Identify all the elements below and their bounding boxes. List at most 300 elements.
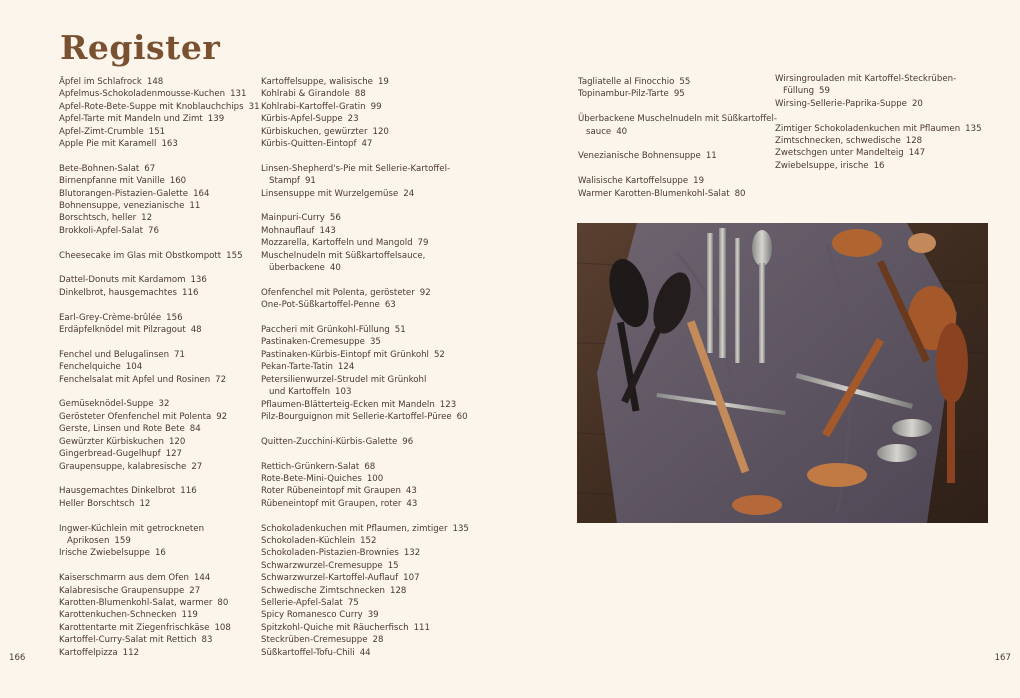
index-entry xyxy=(59,436,249,448)
entry-title-continued: und Kartoffeln xyxy=(269,387,331,398)
index-entry xyxy=(59,274,249,286)
entry-page: 160 xyxy=(169,176,187,187)
index-entry xyxy=(261,88,561,100)
entry-title: Rübeneintopf mit Graupen, roter xyxy=(261,498,402,509)
index-entry xyxy=(59,126,249,138)
index-entry xyxy=(261,374,561,399)
entry-page: 83 xyxy=(201,635,213,646)
entry-page: 135 xyxy=(452,523,469,534)
entry-page: 120 xyxy=(372,126,389,137)
entry-title: Zimtschnecken, schwedische xyxy=(775,136,901,147)
index-entry xyxy=(261,163,561,188)
index-entry xyxy=(775,73,1005,98)
entry-title: Pastinaken-Cremesuppe xyxy=(261,337,365,348)
entry-title: Linsensuppe mit Wurzelgemüse xyxy=(261,188,399,199)
entry-page: 56 xyxy=(329,213,341,224)
entry-title: Schwedische Zimtschnecken xyxy=(261,585,385,596)
entry-title: Heller Borschtsch xyxy=(59,498,135,509)
index-entry xyxy=(261,411,561,423)
entry-page: 151 xyxy=(148,126,166,137)
entry-page: 92 xyxy=(419,287,431,298)
index-entry xyxy=(261,336,561,348)
entry-title: Blutorangen-Pistazien-Galette xyxy=(59,188,189,199)
entry-page: 103 xyxy=(335,387,352,398)
entry-title: Petersilienwurzel-Strudel mit Grünkohl xyxy=(261,374,427,385)
entry-page: 23 xyxy=(347,114,359,125)
entry-title: Mainpuri-Curry xyxy=(261,213,325,224)
entry-page: 27 xyxy=(189,585,201,596)
index-entry xyxy=(59,622,249,634)
entry-title: Karottenkuchen-Schnecken xyxy=(59,610,177,621)
index-group xyxy=(59,163,249,237)
page-number-left: 166 xyxy=(9,653,26,663)
index-entry xyxy=(59,374,249,386)
cutlery-photo xyxy=(577,223,988,523)
index-entry xyxy=(261,436,561,448)
entry-page: 12 xyxy=(141,213,153,224)
entry-page: 91 xyxy=(304,176,316,187)
entry-continuation xyxy=(59,535,249,547)
entry-title: Bete-Bohnen-Salat xyxy=(59,163,140,174)
entry-page: 43 xyxy=(406,498,418,509)
entry-title: Pekan-Tarte-Tatin xyxy=(261,362,333,373)
index-entry xyxy=(578,188,768,200)
entry-title: Warmer Karotten-Blumenkohl-Salat xyxy=(578,188,730,199)
index-entry xyxy=(59,585,249,597)
entry-page: 43 xyxy=(405,486,417,497)
entry-title: Schwarzwurzel-Cremesuppe xyxy=(261,560,383,571)
index-entry xyxy=(261,498,561,510)
entry-page: 16 xyxy=(154,548,166,559)
cutlery-illustration xyxy=(577,223,988,523)
entry-page: 44 xyxy=(359,647,371,658)
index-entry xyxy=(775,160,1005,172)
index-group xyxy=(261,163,561,200)
index-group xyxy=(261,212,561,274)
entry-page: 48 xyxy=(190,325,202,336)
entry-title: Schokoladen-Pistazien-Brownies xyxy=(261,548,399,559)
index-entry xyxy=(59,361,249,373)
index-entry xyxy=(261,138,561,150)
index-entry xyxy=(261,225,561,237)
entry-page: 120 xyxy=(168,436,186,447)
entry-page: 59 xyxy=(819,86,830,97)
index-column-2 xyxy=(261,76,561,671)
entry-page: 144 xyxy=(193,573,211,584)
index-entry xyxy=(261,461,561,473)
index-entry xyxy=(59,461,249,473)
index-entry xyxy=(59,411,249,423)
entry-title-continued: Stampf xyxy=(269,176,300,187)
entry-title: Äpfel im Schlafrock xyxy=(59,77,142,87)
index-entry xyxy=(59,485,249,497)
index-entry xyxy=(59,163,249,175)
entry-title: Kalabresische Graupensuppe xyxy=(59,585,185,596)
index-group xyxy=(775,123,1005,173)
entry-page: 132 xyxy=(403,548,421,559)
entry-title: Kürbis-Quitten-Eintopf xyxy=(261,139,357,150)
entry-page: 152 xyxy=(360,535,377,546)
index-group xyxy=(578,113,777,138)
entry-page: 147 xyxy=(908,148,926,159)
entry-page: 40 xyxy=(329,263,341,274)
entry-title: Spicy Romanesco Curry xyxy=(261,610,363,621)
entry-title: Gewürzter Kürbiskuchen xyxy=(59,436,164,447)
index-entry xyxy=(261,113,561,125)
index-entry xyxy=(59,349,249,361)
index-entry xyxy=(261,237,561,249)
entry-page: 139 xyxy=(207,114,225,125)
index-entry xyxy=(59,498,249,510)
index-entry xyxy=(59,200,249,212)
index-group xyxy=(59,398,249,472)
entry-page: 80 xyxy=(217,597,229,608)
entry-title-continued: Füllung xyxy=(783,86,815,97)
entry-title: Dinkelbrot, hausgemachtes xyxy=(59,287,178,298)
entry-title: Zwetschgen unter Mandelteig xyxy=(775,148,904,159)
entry-page: 96 xyxy=(402,436,414,447)
entry-title: Sellerie-Apfel-Salat xyxy=(261,597,343,608)
entry-title: Kürbis-Apfel-Suppe xyxy=(261,114,343,125)
index-entry xyxy=(59,312,249,324)
entry-title-continued: Aprikosen xyxy=(67,535,110,546)
entry-page: 124 xyxy=(337,362,355,373)
index-entry xyxy=(59,572,249,584)
index-group xyxy=(775,73,1005,110)
entry-title: Kartoffelpizza xyxy=(59,647,118,658)
entry-page: 128 xyxy=(905,136,923,147)
entry-title: Süßkartoffel-Tofu-Chili xyxy=(261,647,355,658)
index-entry xyxy=(59,398,249,410)
entry-page: 95 xyxy=(673,89,685,100)
entry-continuation xyxy=(775,85,1005,97)
entry-title: Zimtiger Schokoladenkuchen mit Pflaumen xyxy=(775,123,961,134)
index-entry xyxy=(59,225,249,237)
entry-title: Bohnensuppe, venezianische xyxy=(59,201,185,212)
entry-title: Spitzkohl-Quiche mit Räucherfisch xyxy=(261,622,409,633)
page-title: Register xyxy=(60,28,221,67)
index-entry xyxy=(59,101,260,113)
entry-title: Fenchelsalat mit Apfel und Rosinen xyxy=(59,374,211,385)
index-group xyxy=(261,287,561,312)
index-column-1 xyxy=(59,76,260,671)
entry-page: 51 xyxy=(394,325,406,336)
entry-page: 32 xyxy=(158,399,170,410)
index-entry xyxy=(261,547,561,559)
index-entry xyxy=(261,399,561,411)
entry-title: Karotten-Blumenkohl-Salat, warmer xyxy=(59,597,213,608)
entry-title: Schokoladenkuchen mit Pflaumen, zimtiger xyxy=(261,523,448,534)
index-entry xyxy=(261,523,561,535)
entry-page: 40 xyxy=(616,126,628,137)
entry-title: Überbackene Muschelnudeln mit Süßkartoffel- xyxy=(578,114,777,125)
index-entry xyxy=(261,101,561,113)
entry-page: 88 xyxy=(354,89,366,100)
index-group xyxy=(578,150,768,162)
page-number-right: 167 xyxy=(994,653,1011,663)
entry-page: 119 xyxy=(181,610,198,621)
entry-page: 107 xyxy=(403,573,420,584)
entry-title: Schokoladen-Küchlein xyxy=(261,535,356,546)
entry-page: 156 xyxy=(166,312,183,323)
entry-page: 143 xyxy=(319,225,336,236)
index-group xyxy=(59,76,260,150)
entry-page: 100 xyxy=(366,473,384,484)
entry-page: 24 xyxy=(403,188,415,199)
entry-title: Gingerbread-Gugelhupf xyxy=(59,449,161,460)
index-entry xyxy=(261,287,561,299)
index-entry xyxy=(261,535,561,547)
entry-page: 52 xyxy=(433,349,445,360)
entry-page: 84 xyxy=(189,424,201,435)
index-group xyxy=(261,76,561,150)
entry-title: Fenchel und Belugalinsen xyxy=(59,349,170,360)
entry-title: Birnenpfanne mit Vanille xyxy=(59,176,165,187)
entry-title: Ingwer-Küchlein mit getrockneten xyxy=(59,523,205,534)
entry-page: 155 xyxy=(226,250,243,261)
index-group xyxy=(261,523,561,659)
index-group xyxy=(59,523,249,560)
index-entry xyxy=(261,609,561,621)
entry-page: 75 xyxy=(347,597,359,608)
entry-page: 68 xyxy=(364,461,376,472)
entry-title: Mozzarella, Kartoffeln und Mangold xyxy=(261,238,413,249)
index-entry xyxy=(261,250,561,275)
index-entry xyxy=(59,76,249,88)
index-entry xyxy=(59,212,249,224)
index-entry xyxy=(261,647,561,659)
entry-title: Walisische Kartoffelsuppe xyxy=(578,176,689,187)
index-group xyxy=(578,76,768,101)
index-entry xyxy=(261,585,561,597)
entry-title: Pflaumen-Blätterteig-Ecken mit Mandeln xyxy=(261,399,435,410)
index-entry xyxy=(261,572,561,584)
entry-title: Rote-Bete-Mini-Quiches xyxy=(261,473,362,484)
entry-page: 39 xyxy=(367,610,379,621)
index-entry xyxy=(261,349,561,361)
entry-title: Apfel-Rote-Bete-Suppe mit Knoblauchchips xyxy=(59,101,244,112)
index-column-3 xyxy=(578,76,777,212)
entry-title: Tagliatelle al Finocchio xyxy=(578,77,675,87)
index-entry xyxy=(578,150,768,162)
index-entry xyxy=(59,448,249,460)
entry-page: 112 xyxy=(122,647,140,658)
entry-page: 131 xyxy=(230,89,247,100)
index-entry xyxy=(578,175,768,187)
index-entry xyxy=(775,123,1005,135)
entry-page: 12 xyxy=(139,498,151,509)
entry-title: Kartoffelsuppe, walisische xyxy=(261,77,373,87)
entry-page: 163 xyxy=(161,139,178,150)
entry-page: 92 xyxy=(216,411,228,422)
entry-page: 76 xyxy=(147,225,159,236)
index-entry xyxy=(59,547,249,559)
index-entry xyxy=(261,361,561,373)
entry-page: 16 xyxy=(873,160,885,171)
entry-title: Rettich-Grünkern-Salat xyxy=(261,461,360,472)
entry-title: Wirsingrouladen mit Kartoffel-Steckrüben- xyxy=(775,74,957,84)
entry-title: Venezianische Bohnensuppe xyxy=(578,151,701,162)
entry-title: Erdäpfelknödel mit Pilzragout xyxy=(59,325,186,336)
entry-title: Earl-Grey-Crème-brûlée xyxy=(59,312,162,323)
entry-page: 111 xyxy=(413,622,430,633)
index-entry xyxy=(578,76,768,88)
index-group xyxy=(59,572,249,659)
index-entry xyxy=(775,135,1005,147)
index-entry xyxy=(59,250,249,262)
index-group xyxy=(261,461,561,511)
entry-page: 71 xyxy=(174,349,185,360)
index-entry xyxy=(261,299,561,311)
index-entry xyxy=(261,76,561,88)
entry-title: Dattel-Donuts mit Kardamom xyxy=(59,275,186,286)
entry-page: 19 xyxy=(377,77,389,87)
index-entry xyxy=(578,88,768,100)
entry-page: 63 xyxy=(384,300,396,311)
entry-title: Kohlrabi-Kartoffel-Gratin xyxy=(261,101,366,112)
entry-title: One-Pot-Süßkartoffel-Penne xyxy=(261,300,380,311)
entry-page: 164 xyxy=(193,188,210,199)
entry-page: 104 xyxy=(125,362,143,373)
entry-page: 136 xyxy=(190,275,207,286)
entry-page: 35 xyxy=(369,337,381,348)
entry-continuation xyxy=(261,175,561,187)
entry-page: 31 xyxy=(248,101,260,112)
index-entry xyxy=(59,287,249,299)
entry-title: Schwarzwurzel-Kartoffel-Auflauf xyxy=(261,573,399,584)
entry-title-continued: überbackene xyxy=(269,263,325,274)
index-group xyxy=(59,312,249,337)
index-entry xyxy=(59,175,249,187)
index-group xyxy=(59,250,249,262)
index-group xyxy=(59,274,249,299)
entry-title: Mohnauflauf xyxy=(261,225,315,236)
entry-page: 123 xyxy=(439,399,457,410)
entry-page: 116 xyxy=(182,287,199,298)
index-entry xyxy=(578,113,777,138)
entry-continuation xyxy=(261,386,561,398)
entry-title: Borschtsch, heller xyxy=(59,213,137,224)
entry-page: 27 xyxy=(191,461,203,472)
entry-page: 60 xyxy=(456,411,468,422)
index-entry xyxy=(59,138,249,150)
entry-title: Brokkoli-Apfel-Salat xyxy=(59,225,143,236)
index-entry xyxy=(261,560,561,572)
entry-page: 11 xyxy=(189,201,201,212)
entry-title-continued: sauce xyxy=(586,126,612,137)
index-entry xyxy=(261,634,561,646)
entry-title: Apfel-Zimt-Crumble xyxy=(59,126,144,137)
entry-title: Topinambur-Pilz-Tarte xyxy=(578,89,669,100)
entry-title: Steckrüben-Cremesuppe xyxy=(261,635,368,646)
entry-title: Quitten-Zucchini-Kürbis-Galette xyxy=(261,436,398,447)
entry-title: Hausgemachtes Dinkelbrot xyxy=(59,486,176,497)
entry-title: Wirsing-Sellerie-Paprika-Suppe xyxy=(775,98,907,109)
index-column-4 xyxy=(775,73,1005,185)
index-group xyxy=(261,324,561,423)
entry-title: Apfel-Tarte mit Mandeln und Zimt xyxy=(59,114,203,125)
entry-page: 127 xyxy=(165,449,183,460)
entry-title: Pastinaken-Kürbis-Eintopf mit Grünkohl xyxy=(261,349,429,360)
index-group xyxy=(59,349,249,386)
entry-page: 159 xyxy=(114,535,131,546)
index-entry xyxy=(59,113,249,125)
entry-page: 99 xyxy=(370,101,382,112)
entry-continuation xyxy=(578,126,768,138)
index-entry xyxy=(261,473,561,485)
entry-page: 15 xyxy=(387,560,399,571)
index-entry xyxy=(261,597,561,609)
index-group xyxy=(578,175,768,200)
entry-page: 19 xyxy=(693,176,705,187)
entry-title: Gerösteter Ofenfenchel mit Polenta xyxy=(59,411,212,422)
index-entry xyxy=(59,647,249,659)
entry-page: 79 xyxy=(417,238,429,249)
entry-page: 20 xyxy=(911,98,923,109)
index-entry xyxy=(261,622,561,634)
index-entry xyxy=(261,126,561,138)
entry-title: Linsen-Shepherd's-Pie mit Sellerie-Kartoffel- xyxy=(261,163,451,174)
entry-page: 135 xyxy=(965,123,982,134)
index-entry xyxy=(261,485,561,497)
entry-title: Paccheri mit Grünkohl-Füllung xyxy=(261,325,390,336)
entry-title: Apfelmus-Schokoladenmousse-Kuchen xyxy=(59,89,226,100)
index-entry xyxy=(59,188,249,200)
entry-page: 128 xyxy=(389,585,407,596)
entry-title: Kartoffel-Curry-Salat mit Rettich xyxy=(59,635,197,646)
entry-title: Ofenfenchel mit Polenta, gerösteter xyxy=(261,287,415,298)
index-entry xyxy=(59,597,249,609)
index-group xyxy=(261,436,561,448)
index-group xyxy=(59,485,249,510)
entry-page: 80 xyxy=(734,188,746,199)
entry-title: Gerste, Linsen und Rote Bete xyxy=(59,424,185,435)
index-entry xyxy=(59,88,249,100)
entry-page: 11 xyxy=(705,151,717,162)
index-entry xyxy=(775,147,1005,159)
entry-continuation xyxy=(261,262,561,274)
entry-title: Graupensuppe, kalabresische xyxy=(59,461,187,472)
entry-page: 67 xyxy=(144,163,156,174)
index-entry xyxy=(59,523,249,548)
entry-page: 116 xyxy=(180,486,197,497)
entry-title: Kürbiskuchen, gewürzter xyxy=(261,126,368,137)
entry-title: Gemüseknödel-Suppe xyxy=(59,399,154,410)
index-entry xyxy=(775,98,1005,110)
entry-title: Cheesecake im Glas mit Obstkompott xyxy=(59,250,222,261)
entry-page: 47 xyxy=(361,139,373,150)
index-entry xyxy=(59,324,249,336)
index-entry xyxy=(261,324,561,336)
index-entry xyxy=(261,188,561,200)
index-entry xyxy=(59,423,249,435)
entry-title: Muschelnudeln mit Süßkartoffelsauce, xyxy=(261,250,426,261)
entry-page: 55 xyxy=(679,77,691,87)
entry-page: 28 xyxy=(372,635,384,646)
entry-title: Kohlrabi & Girandole xyxy=(261,89,350,100)
entry-page: 148 xyxy=(146,77,164,87)
index-entry xyxy=(59,609,249,621)
index-entry xyxy=(261,212,561,224)
entry-title: Irische Zwiebelsuppe xyxy=(59,548,150,559)
index-entry xyxy=(59,634,249,646)
entry-title: Roter Rübeneintopf mit Graupen xyxy=(261,486,401,497)
entry-page: 108 xyxy=(214,622,231,633)
entry-title: Apple Pie mit Karamell xyxy=(59,139,157,150)
entry-title: Pilz-Bourguignon mit Sellerie-Kartoffel-Püree xyxy=(261,411,452,422)
entry-title: Karottentarte mit Ziegenfrischkäse xyxy=(59,622,210,633)
entry-title: Kaiserschmarrn aus dem Ofen xyxy=(59,573,189,584)
